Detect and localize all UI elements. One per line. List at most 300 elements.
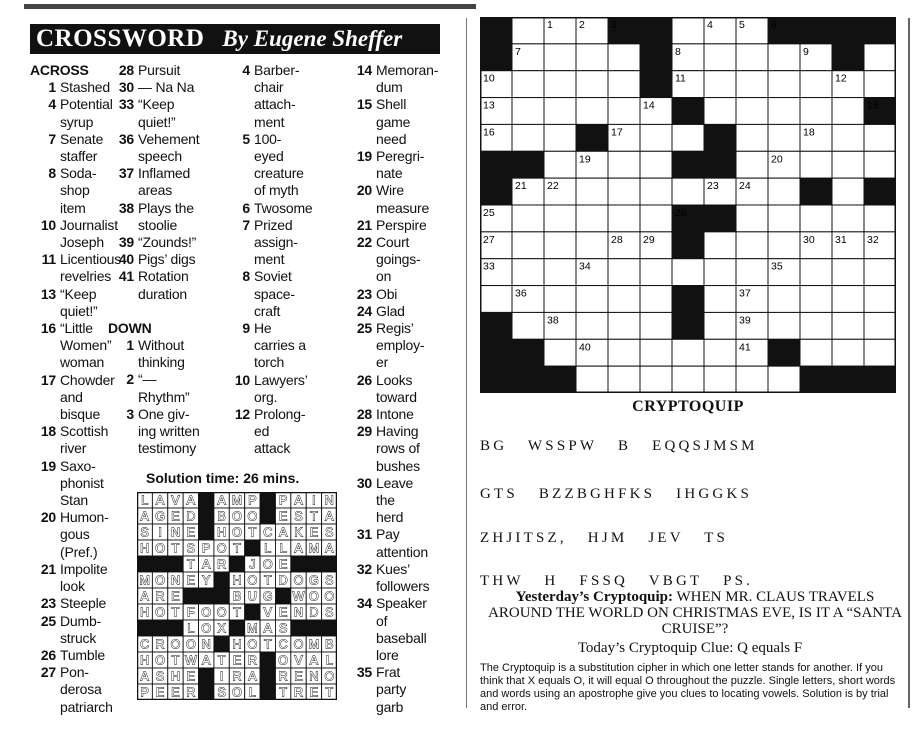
crossword-byline: By Eugene Sheffer — [222, 26, 403, 51]
grid-cell[interactable] — [640, 339, 672, 366]
grid-cell[interactable] — [544, 124, 576, 151]
clue-text: woman — [60, 354, 105, 371]
clue-text: testimony — [138, 440, 197, 457]
grid-cell[interactable] — [480, 286, 512, 313]
clue-text: need — [376, 130, 407, 147]
grid-number: 19 — [579, 153, 591, 166]
cryptoquip-line: GTS BZZBGHFKS IHGGKS — [480, 486, 753, 502]
grid-cell[interactable] — [576, 232, 608, 259]
clue-text: areas — [138, 182, 173, 199]
clue-text: thinking — [138, 354, 185, 371]
grid-cell[interactable] — [736, 98, 768, 125]
solution-block — [260, 508, 275, 524]
grid-block — [480, 178, 512, 205]
grid-number: 23 — [707, 180, 719, 193]
clue-number: 9 — [242, 320, 250, 337]
solution-letter: O — [247, 637, 258, 652]
clue-text: goings- — [376, 251, 421, 268]
grid-cell[interactable] — [832, 286, 864, 313]
grid-block — [480, 312, 512, 339]
solution-letter: T — [310, 509, 318, 524]
grid-cell[interactable] — [512, 71, 544, 98]
clue-text: Tumble — [60, 646, 105, 663]
grid-cell[interactable] — [704, 339, 736, 366]
clue-item — [346, 664, 464, 716]
right-edge-rule — [908, 18, 910, 708]
clue-item — [346, 526, 464, 560]
clue-item — [346, 217, 464, 234]
solution-letter: T — [233, 541, 241, 556]
clue-number: 26 — [356, 371, 372, 388]
grid-cell[interactable] — [768, 98, 800, 125]
clue-text: patriarch — [60, 698, 113, 715]
clue-text: stoolie — [138, 216, 178, 233]
clue-text: space- — [254, 285, 295, 302]
clue-text: Twosome — [254, 199, 313, 216]
grid-cell[interactable] — [544, 71, 576, 98]
grid-cell[interactable] — [512, 205, 544, 232]
clue-text: garb — [376, 698, 404, 715]
grid-cell[interactable] — [800, 259, 832, 286]
grid-cell[interactable] — [704, 71, 736, 98]
clue-item — [346, 303, 464, 320]
grid-block — [864, 17, 896, 44]
clue-number: 33 — [118, 96, 134, 113]
clue-text: assign- — [254, 234, 298, 251]
solution-letter: A — [202, 653, 211, 668]
solution-block — [245, 540, 260, 556]
clue-text: Joseph — [60, 234, 104, 251]
clue-number: 28 — [118, 62, 134, 78]
grid-cell[interactable] — [608, 178, 640, 205]
clue-item — [224, 372, 354, 406]
grid-cell[interactable] — [640, 259, 672, 286]
clue-text: employ- — [376, 337, 425, 354]
grid-cell[interactable] — [544, 44, 576, 71]
solution-letter: O — [155, 653, 165, 668]
clue-number: 11 — [41, 251, 56, 268]
grid-cell[interactable] — [576, 44, 608, 71]
clue-text: Obi — [376, 285, 398, 302]
grid-cell[interactable] — [864, 205, 896, 232]
grid-cell[interactable] — [736, 44, 768, 71]
grid-cell[interactable] — [736, 205, 768, 232]
clue-text: Without — [138, 337, 185, 354]
solution-letter: O — [232, 509, 242, 524]
solution-letter: S — [140, 525, 149, 540]
clue-number: 15 — [356, 96, 372, 113]
grid-cell[interactable] — [640, 205, 672, 232]
grid-cell[interactable] — [608, 98, 640, 125]
solution-letter: P — [140, 685, 149, 700]
clue-text: chair — [254, 79, 284, 96]
grid-number: 33 — [483, 260, 495, 273]
grid-number: 13 — [483, 99, 495, 112]
solution-letter: R — [294, 685, 304, 700]
clue-text: attach- — [254, 96, 296, 113]
solution-letter: L — [248, 685, 256, 700]
grid-cell[interactable] — [640, 124, 672, 151]
grid-block — [512, 366, 544, 393]
grid-cell[interactable] — [832, 178, 864, 205]
grid-block — [576, 124, 608, 151]
grid-cell[interactable] — [864, 151, 896, 178]
clue-item — [346, 372, 464, 406]
grid-cell[interactable] — [512, 232, 544, 259]
grid-cell[interactable] — [768, 71, 800, 98]
grid-cell[interactable] — [512, 98, 544, 125]
solution-letter: O — [216, 605, 227, 620]
grid-block — [800, 17, 832, 44]
solution-letter: B — [325, 637, 334, 652]
grid-cell[interactable] — [736, 151, 768, 178]
grid-cell[interactable] — [576, 366, 608, 393]
grid-cell[interactable] — [576, 205, 608, 232]
solution-letter: M — [308, 637, 320, 652]
clue-text: followers — [376, 578, 430, 595]
solution-letter: B — [217, 509, 226, 524]
solution-letter: R — [247, 653, 257, 668]
solution-letter: A — [140, 509, 149, 524]
clue-text: craft — [254, 302, 281, 319]
grid-cell[interactable] — [608, 151, 640, 178]
clue-text: Saxo- — [60, 457, 96, 474]
clue-text: (Pref.) — [60, 543, 98, 560]
grid-number: 40 — [579, 341, 591, 354]
grid-block — [672, 312, 704, 339]
solution-letter: W — [184, 653, 197, 668]
solution-block — [199, 524, 214, 540]
grid-block — [768, 339, 800, 366]
grid-cell[interactable] — [512, 312, 544, 339]
grid-cell[interactable] — [544, 286, 576, 313]
grid-cell[interactable] — [736, 232, 768, 259]
grid-cell[interactable] — [640, 178, 672, 205]
grid-cell[interactable] — [544, 339, 576, 366]
grid-cell[interactable] — [704, 232, 736, 259]
grid-cell[interactable] — [864, 312, 896, 339]
grid-number: 4 — [707, 19, 713, 31]
clue-text: Looks — [376, 371, 413, 388]
solution-letter: O — [201, 605, 212, 620]
solution-letter: H — [232, 637, 242, 652]
grid-block — [864, 178, 896, 205]
clue-number: 8 — [242, 268, 250, 285]
clue-number: 23 — [356, 285, 372, 302]
grid-cell[interactable] — [800, 312, 832, 339]
grid-cell[interactable] — [736, 366, 768, 393]
grid-cell[interactable] — [544, 259, 576, 286]
grid-block — [672, 98, 704, 125]
clue-text: ment — [254, 251, 285, 268]
grid-number: 6 — [771, 19, 777, 31]
grid-number: 1 — [547, 19, 553, 31]
clue-item — [30, 458, 138, 510]
grid-cell[interactable] — [544, 98, 576, 125]
solution-block — [152, 556, 167, 572]
grid-cell[interactable] — [832, 151, 864, 178]
clue-text: syrup — [60, 113, 94, 130]
grid-cell[interactable] — [864, 44, 896, 71]
clue-item — [224, 217, 354, 269]
clue-number: 27 — [40, 664, 56, 681]
solution-block — [291, 620, 306, 636]
grid-cell[interactable] — [608, 44, 640, 71]
grid-number: 5 — [739, 19, 745, 31]
grid-cell[interactable] — [576, 286, 608, 313]
solution-letter: V — [294, 653, 303, 668]
grid-cell[interactable] — [832, 98, 864, 125]
grid-cell[interactable] — [608, 366, 640, 393]
grid-cell[interactable] — [800, 286, 832, 313]
grid-cell[interactable] — [544, 232, 576, 259]
solution-block — [137, 556, 152, 572]
grid-block — [480, 44, 512, 71]
clue-item — [346, 595, 464, 664]
solution-letter: L — [325, 653, 333, 668]
grid-cell[interactable] — [640, 151, 672, 178]
grid-cell[interactable] — [800, 205, 832, 232]
grid-number: 38 — [547, 314, 559, 327]
solution-letter: D — [309, 605, 319, 620]
grid-cell[interactable] — [576, 98, 608, 125]
grid-cell[interactable] — [800, 151, 832, 178]
grid-cell[interactable] — [800, 71, 832, 98]
solution-letter: E — [155, 685, 165, 700]
grid-block — [832, 17, 864, 44]
clue-text: 100- — [254, 130, 282, 147]
clue-text: Shell — [376, 96, 407, 113]
clue-text: “— — [138, 371, 157, 388]
grid-cell[interactable] — [640, 312, 672, 339]
clue-text: ed — [254, 423, 270, 440]
clue-text: Having — [376, 423, 419, 440]
top-rule — [24, 4, 476, 9]
grid-cell[interactable] — [672, 339, 704, 366]
solution-letter: U — [247, 589, 257, 604]
clue-item — [224, 200, 354, 217]
solution-letter: C — [278, 637, 288, 652]
grid-cell[interactable] — [864, 124, 896, 151]
clue-item — [346, 96, 464, 148]
solution-letter: I — [312, 493, 316, 508]
solution-block — [260, 684, 275, 700]
solution-letter: O — [232, 685, 242, 700]
clue-text: Speaker — [376, 595, 427, 612]
solution-letter: M — [231, 493, 243, 508]
clue-number: 19 — [40, 457, 56, 474]
grid-number: 31 — [835, 233, 847, 246]
clue-text: phonist — [60, 474, 104, 491]
grid-cell[interactable] — [608, 259, 640, 286]
grid-cell[interactable] — [608, 71, 640, 98]
clue-text: Court — [376, 234, 410, 251]
yesterdays-label: Yesterday’s Cryptoquip: — [515, 589, 674, 605]
solution-letter: T — [263, 637, 272, 652]
clue-number: 16 — [40, 320, 56, 337]
solution-letter: A — [202, 557, 211, 572]
solution-letter: A — [248, 669, 257, 684]
grid-cell[interactable] — [704, 312, 736, 339]
clue-number: 25 — [356, 320, 372, 337]
grid-cell[interactable] — [768, 286, 800, 313]
solution-letter: P — [248, 493, 257, 508]
solution-letter: T — [279, 685, 287, 700]
solution-block — [275, 588, 290, 604]
grid-cell[interactable] — [576, 71, 608, 98]
grid-cell[interactable] — [768, 205, 800, 232]
clue-text: Humon- — [60, 509, 109, 526]
clue-text: — Na Na — [138, 79, 195, 96]
yesterdays-text: WHEN MR. CLAUS TRAVELS AROUND THE WORLD ON CHRISTMAS EVE, IS IT A “SANTA CRUISE”? — [488, 589, 902, 637]
clue-item — [346, 234, 464, 286]
solution-letter: N — [170, 525, 180, 540]
solution-block — [291, 556, 306, 572]
clue-number: 4 — [242, 62, 250, 78]
grid-cell[interactable] — [832, 205, 864, 232]
clue-text: and — [60, 388, 83, 405]
grid-cell[interactable] — [512, 124, 544, 151]
grid-cell[interactable] — [768, 232, 800, 259]
grid-cell[interactable] — [672, 178, 704, 205]
clue-text: Prolong- — [254, 406, 306, 423]
clue-number: 8 — [48, 165, 56, 182]
cryptoquip-line: BG WSSPW B EQQSJMSM — [480, 438, 758, 454]
grid-number: 12 — [835, 72, 847, 85]
grid-number: 26 — [675, 207, 687, 219]
solution-letter: W — [292, 589, 305, 604]
grid-cell[interactable] — [736, 124, 768, 151]
grid-block — [800, 366, 832, 393]
grid-cell[interactable] — [608, 312, 640, 339]
clue-item — [346, 406, 464, 423]
solution-letter: A — [278, 525, 288, 540]
clue-text: Steeple — [60, 595, 107, 612]
grid-cell[interactable] — [768, 312, 800, 339]
grid-cell[interactable] — [864, 259, 896, 286]
grid-cell[interactable] — [704, 366, 736, 393]
grid-cell[interactable] — [608, 286, 640, 313]
grid-number: 3 — [611, 19, 617, 31]
grid-cell[interactable] — [704, 286, 736, 313]
solution-letter: K — [294, 525, 303, 540]
grid-cell[interactable] — [832, 312, 864, 339]
clue-item — [30, 595, 138, 612]
clue-text: Inflamed — [138, 165, 191, 182]
column-divider — [466, 18, 467, 708]
solution-letter: E — [171, 589, 180, 604]
solution-letter: L — [264, 541, 272, 556]
grid-cell[interactable] — [768, 178, 800, 205]
solution-letter: X — [217, 621, 226, 636]
clue-number: 7 — [48, 130, 56, 147]
grid-number: 16 — [483, 126, 495, 139]
solution-letter: E — [278, 509, 288, 524]
solution-letter: A — [325, 509, 334, 524]
clue-text: quiet!” — [60, 302, 98, 319]
grid-cell[interactable] — [544, 205, 576, 232]
clue-number: 37 — [118, 165, 134, 182]
grid-cell[interactable] — [864, 286, 896, 313]
grid-cell[interactable] — [608, 205, 640, 232]
solution-block — [260, 668, 275, 684]
solution-grid — [137, 492, 337, 700]
grid-cell[interactable] — [832, 124, 864, 151]
clue-number: 21 — [356, 216, 372, 233]
grid-cell[interactable] — [736, 71, 768, 98]
grid-cell[interactable] — [544, 151, 576, 178]
solution-block — [245, 604, 260, 620]
grid-cell[interactable] — [832, 259, 864, 286]
grid-cell[interactable] — [864, 71, 896, 98]
grid-cell[interactable] — [704, 259, 736, 286]
solution-letter: G — [155, 509, 165, 524]
clue-text: look — [60, 578, 85, 595]
grid-cell[interactable] — [768, 44, 800, 71]
grid-cell[interactable] — [640, 366, 672, 393]
clue-text: bisque — [60, 406, 101, 423]
grid-cell[interactable] — [864, 339, 896, 366]
grid-cell[interactable] — [512, 17, 544, 44]
clue-text: Intone — [376, 406, 414, 423]
clue-text: Perspire — [376, 216, 427, 233]
solution-letter: N — [294, 605, 304, 620]
grid-cell[interactable] — [512, 259, 544, 286]
solution-letter: Y — [202, 573, 211, 588]
grid-cell[interactable] — [800, 339, 832, 366]
grid-cell[interactable] — [768, 124, 800, 151]
clue-item — [346, 182, 464, 216]
grid-block — [832, 366, 864, 393]
grid-cell[interactable] — [800, 98, 832, 125]
clue-number: 24 — [356, 302, 372, 319]
clue-text: Pursuit — [138, 62, 181, 78]
grid-number: 21 — [515, 180, 527, 193]
grid-cell[interactable] — [672, 124, 704, 151]
grid-cell[interactable] — [640, 286, 672, 313]
grid-cell[interactable] — [768, 366, 800, 393]
grid-cell[interactable] — [704, 44, 736, 71]
clue-number: 40 — [118, 251, 134, 268]
solution-letter: O — [247, 573, 258, 588]
grid-cell[interactable] — [832, 339, 864, 366]
clue-text: Stan — [60, 492, 88, 509]
grid-cell[interactable] — [704, 98, 736, 125]
clue-text: torch — [254, 354, 285, 371]
clue-item — [346, 148, 464, 182]
grid-cell[interactable] — [576, 312, 608, 339]
solution-letter: A — [309, 653, 319, 668]
solution-letter: E — [309, 685, 319, 700]
grid-block — [832, 44, 864, 71]
solution-letter: A — [294, 493, 303, 508]
clue-text: “Zounds!” — [138, 234, 197, 251]
grid-cell[interactable] — [672, 259, 704, 286]
grid-cell[interactable] — [736, 259, 768, 286]
solution-letter: O — [293, 573, 304, 588]
solution-letter: E — [232, 653, 242, 668]
clue-text: of — [376, 612, 388, 629]
clue-number: 17 — [40, 371, 56, 388]
solution-letter: E — [171, 509, 180, 524]
grid-cell[interactable] — [672, 366, 704, 393]
clue-heading: ACROSS — [30, 62, 89, 78]
grid-cell[interactable] — [608, 339, 640, 366]
grid-number: 29 — [643, 233, 655, 246]
clue-number: 14 — [356, 62, 372, 78]
grid-cell[interactable] — [576, 178, 608, 205]
grid-cell[interactable] — [672, 17, 704, 44]
